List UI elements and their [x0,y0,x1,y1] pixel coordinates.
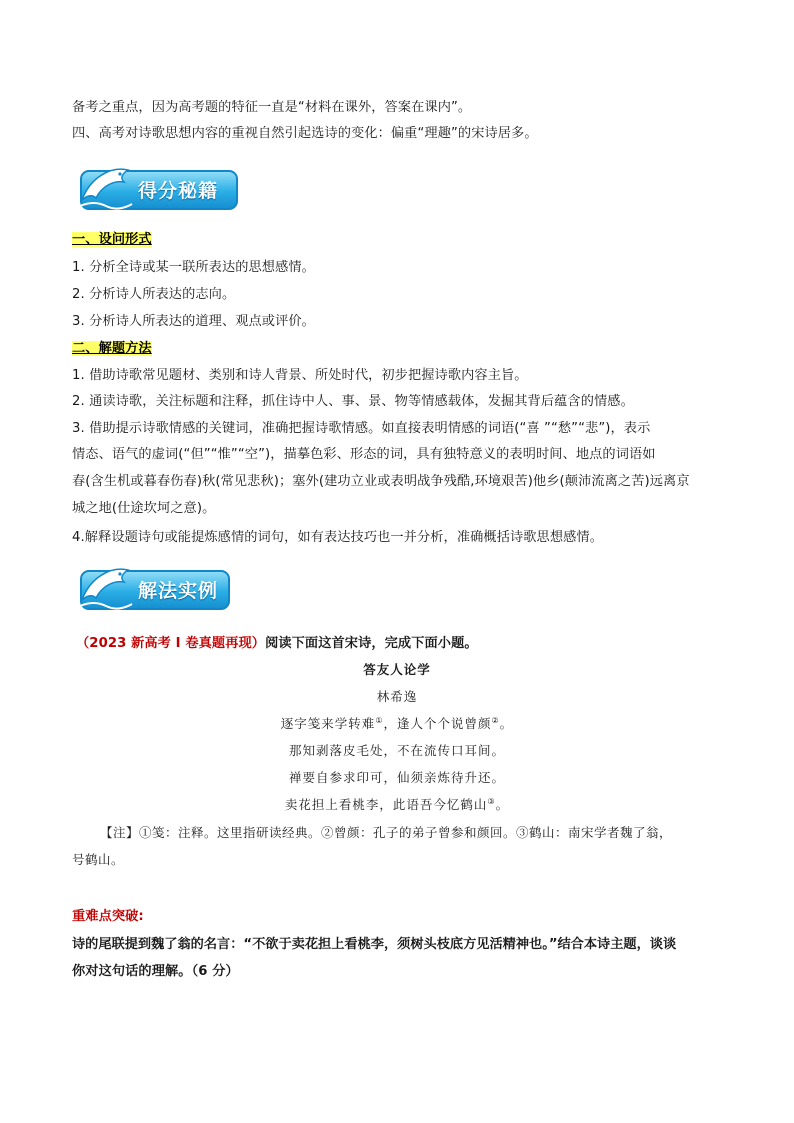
banner-label: 解法实例 [138,580,219,602]
example-banner [80,566,230,610]
list-item-continued: 情态、语气的虚词(“但”“惟”“空”)，描摹色彩、形态的词，具有独特意义的表明时间、地点的词语如 [72,447,656,462]
list-item: 1. 借助诗歌常见题材、类别和诗人背景、所处时代，初步把握诗歌内容主旨。 [72,368,528,383]
question-line-continued: 你对这句话的理解。（6 分） [72,964,239,979]
intro-line-2: 四、高考对诗歌思想内容的重视自然引起选诗的变化：偏重“理趣”的宋诗居多。 [72,126,538,141]
section-heading: 二、解题方法 [72,341,152,356]
poem-line: 那知剥落皮毛处，不在流传口耳间。 [288,743,505,758]
intro-line-1: 备考之重点，因为高考题的特征一直是“材料在课外，答案在课内”。 [72,100,472,115]
list-item: 2. 通读诗歌，关注标题和注释，抓住诗中人、事、景、物等情感载体，发掘其背后蕴含的情感。 [72,394,634,409]
banner-label: 得分秘籍 [138,180,219,202]
dolphin-icon [76,560,140,612]
poem-line: 逐字笺来学转难①，逢人个个说曾颜②。 [280,715,514,731]
list-item: 3. 借助提示诗歌情感的关键词，准确把握诗歌情感。如直接表明情感的词语(“喜 ”“愁”“悲”)，表示 [72,421,651,436]
list-item: 4.解释设题诗句或能提炼感情的词句，如有表达技巧也一并分析，准确概括诗歌思想感情。 [72,530,603,545]
list-item: 2. 分析诗人所表达的志向。 [72,287,236,302]
poem-author: 林希逸 [376,689,418,704]
list-item: 3. 分析诗人所表达的道理、观点或评价。 [72,314,315,329]
poem-note-continued: 号鹤山。 [72,852,125,867]
list-item: 1. 分析全诗或某一联所表达的思想感情。 [72,260,315,275]
poem-line: 卖花担上看桃李，此语吾今忆鹤山③。 [284,796,510,812]
poem-title: 答友人论学 [363,662,431,677]
list-item-continued: 春(含生机或暮春伤春)秋(常见悲秋)；塞外(建功立业或表明战争残酷,环境艰苦)他乡(颠沛流离之苦)远离京 [72,474,690,489]
section-heading: 一、设问形式 [72,232,152,247]
poem-line: 禅要自参求印可，仙须亲炼待升还。 [288,770,505,785]
score-tips-banner [80,166,238,210]
dolphin-icon [76,160,140,212]
poem-note: 【注】①笺：注释。这里指研读经典。②曾颜：孔子的弟子曾参和颜回。③鹤山：南宋学者魏了翁， [100,825,673,840]
list-item-continued: 城之地(仕途坎坷之意)。 [72,501,216,516]
question-line: 诗的尾联提到魏了翁的名言：“不欲于卖花担上看桃李，须树头枝底方见活精神也。”结合本诗主题，谈谈 [72,937,677,952]
example-prompt: （2023 新高考 I 卷真题再现）阅读下面这首宋诗，完成下面小题。 [76,636,478,651]
breakthrough-heading: 重难点突破: [72,909,144,924]
